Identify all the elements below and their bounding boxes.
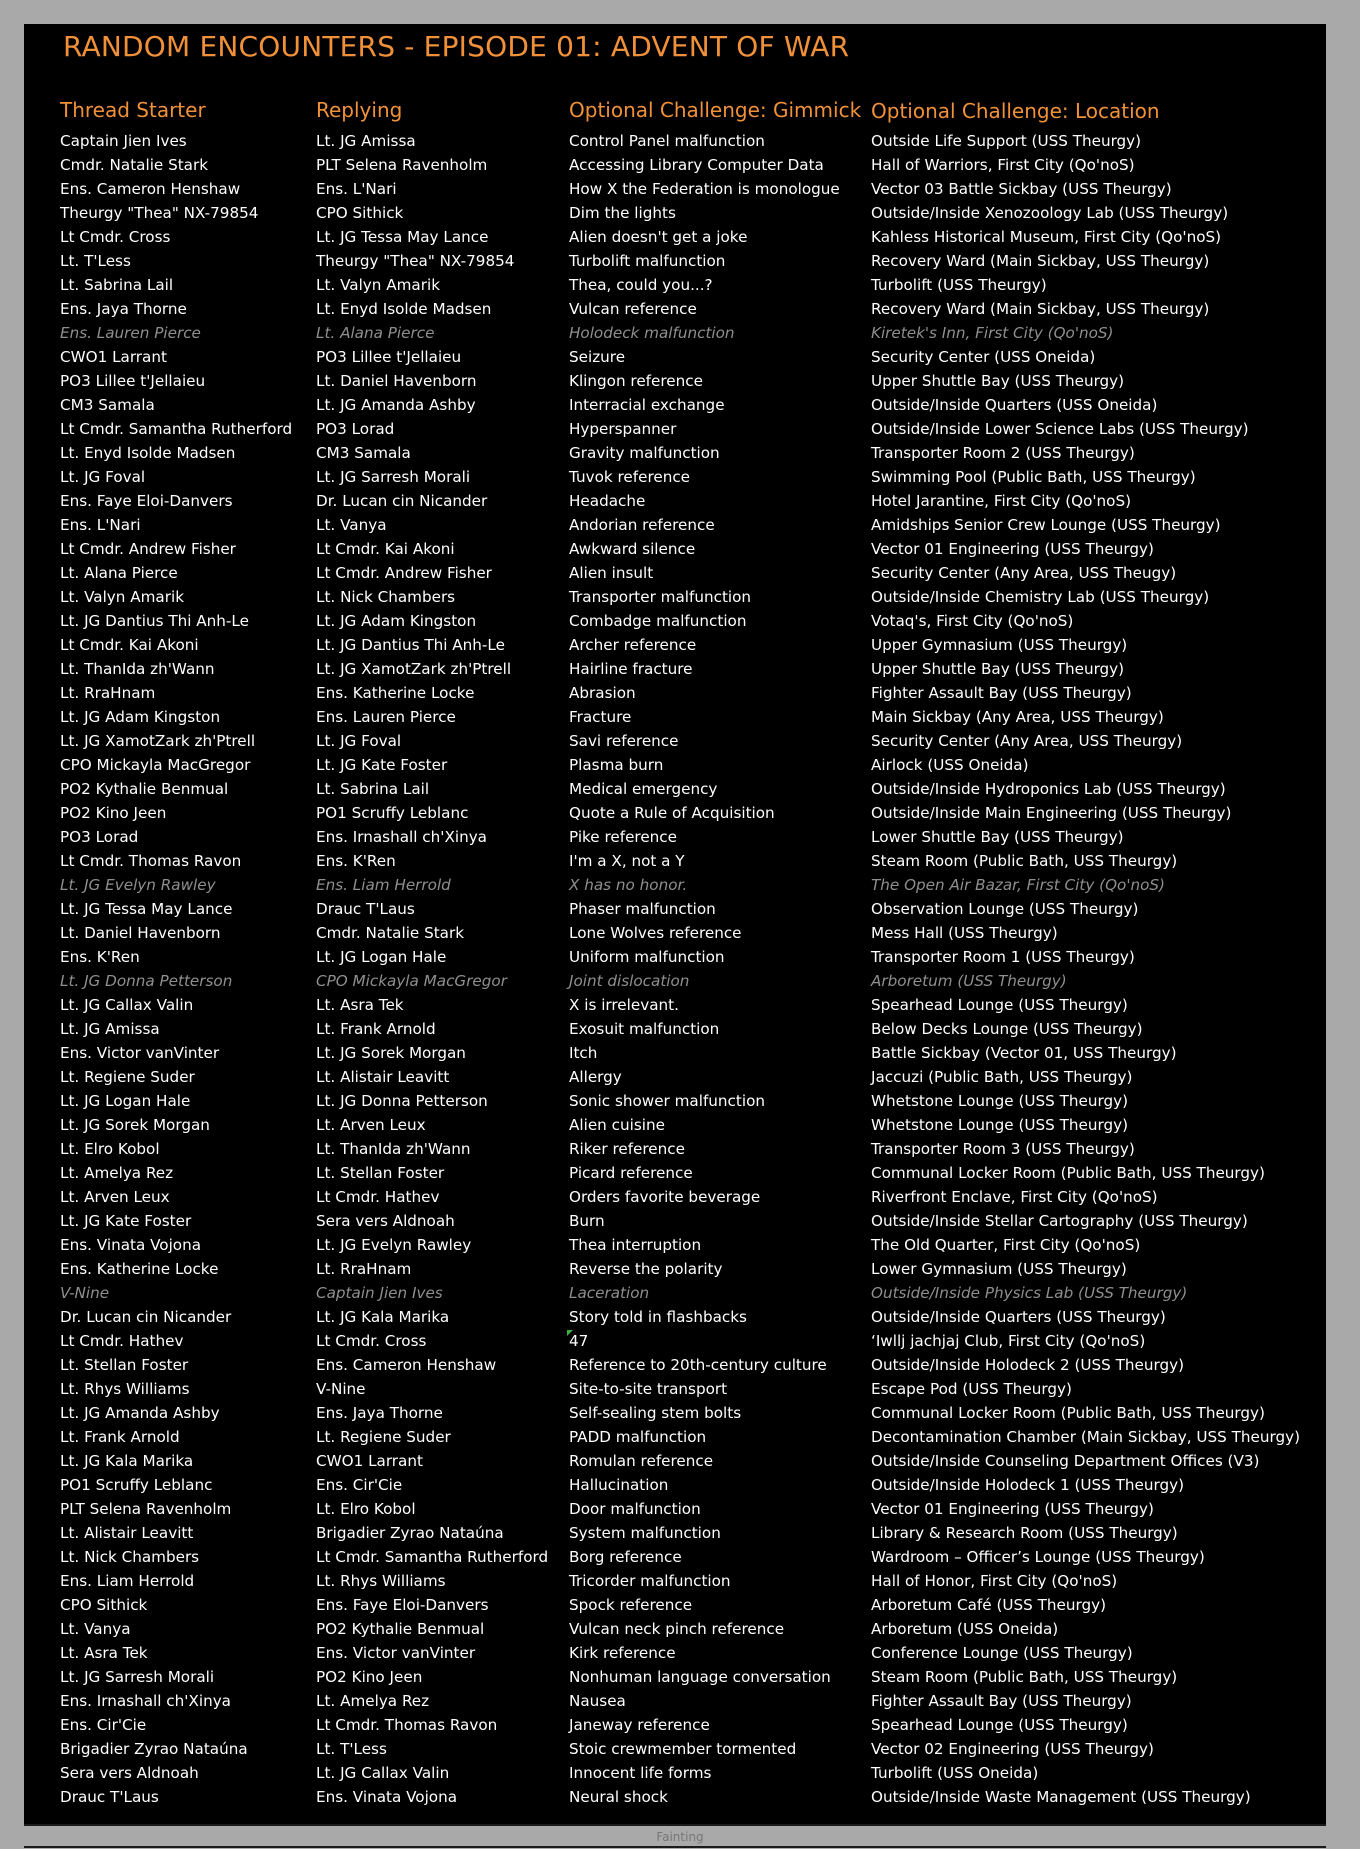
list-item[interactable]: Nonhuman language conversation [569, 1668, 831, 1686]
list-item[interactable]: PO3 Lorad [60, 828, 139, 846]
list-item[interactable]: Romulan reference [569, 1452, 714, 1470]
list-item[interactable]: Outside/Inside Xenozoology Lab (USS Theurgy) [871, 204, 1229, 222]
list-item[interactable]: Lt. JG Donna Petterson [316, 1092, 488, 1110]
list-item[interactable]: Cmdr. Natalie Stark [60, 156, 209, 174]
divider [24, 1824, 1326, 1826]
list-item[interactable]: Vector 03 Battle Sickbay (USS Theurgy) [871, 180, 1172, 198]
list-item[interactable]: Ens. Faye Eloi-Danvers [60, 492, 233, 510]
list-item[interactable]: Pike reference [569, 828, 677, 846]
list-item[interactable]: Fracture [569, 708, 632, 726]
list-item[interactable]: Klingon reference [569, 372, 703, 390]
list-item[interactable]: Ens. Vinata Vojona [316, 1788, 458, 1806]
list-item[interactable]: Lt. JG Foval [316, 732, 402, 750]
list-item[interactable]: Lt. Alana Pierce [60, 564, 178, 582]
list-item[interactable]: Sonic shower malfunction [569, 1092, 765, 1110]
list-item[interactable]: PO3 Lorad [316, 420, 395, 438]
list-item[interactable]: Outside/Inside Counseling Department Offices (V3) [871, 1452, 1260, 1470]
list-item[interactable]: Captain Jien Ives [60, 132, 187, 150]
list-item[interactable]: Ens. Cameron Henshaw [316, 1356, 497, 1374]
list-item[interactable]: Escape Pod (USS Theurgy) [871, 1380, 1072, 1398]
list-item[interactable]: Spock reference [569, 1596, 693, 1614]
list-item[interactable]: Dr. Lucan cin Nicander [60, 1308, 232, 1326]
list-item[interactable]: Lt. JG Kala Marika [316, 1308, 450, 1326]
list-item[interactable]: Recovery Ward (Main Sickbay, USS Theurgy) [871, 300, 1210, 318]
list-item[interactable]: Awkward silence [569, 540, 696, 558]
list-item[interactable]: PO2 Kythalie Benmual [316, 1620, 485, 1638]
list-item[interactable]: Vector 02 Engineering (USS Theurgy) [871, 1740, 1154, 1758]
list-item[interactable]: Holodeck malfunction [569, 324, 735, 342]
list-item[interactable]: Reference to 20th-century culture [569, 1356, 827, 1374]
list-item[interactable]: Lt. JG Sarresh Morali [316, 468, 471, 486]
list-item[interactable]: Story told in flashbacks [569, 1308, 747, 1326]
list-item[interactable]: Neural shock [569, 1788, 668, 1806]
list-item[interactable]: Picard reference [569, 1164, 693, 1182]
list-item[interactable]: Reverse the polarity [569, 1260, 723, 1278]
list-item[interactable]: Laceration [569, 1284, 650, 1302]
list-item[interactable]: Upper Shuttle Bay (USS Theurgy) [871, 372, 1125, 390]
list-item[interactable]: Lt. JG Amissa [60, 1020, 160, 1038]
list-item[interactable]: Lt. Daniel Havenborn [316, 372, 477, 390]
list-item[interactable]: Lower Gymnasium (USS Theurgy) [871, 1260, 1127, 1278]
list-item[interactable]: Lt. JG Adam Kingston [316, 612, 477, 630]
comment-marker-icon [567, 1330, 573, 1336]
column-thread-starter [60, 92, 292, 1809]
list-item[interactable]: Lt Cmdr. Samantha Rutherford [316, 1548, 549, 1566]
list-item[interactable]: Ens. Liam Herrold [316, 876, 451, 894]
list-item[interactable]: Lt. Stellan Foster [60, 1356, 189, 1374]
list-item[interactable]: Lt. Enyd Isolde Madsen [316, 300, 492, 318]
list-item[interactable]: Turbolift (USS Theurgy) [871, 276, 1047, 294]
list-item[interactable]: Lt. Valyn Amarik [60, 588, 184, 606]
list-item[interactable]: Lower Shuttle Bay (USS Theurgy) [871, 828, 1124, 846]
list-item[interactable]: Lt. JG Sorek Morgan [316, 1044, 466, 1062]
spreadsheet-sheet [24, 24, 1326, 1824]
list-item[interactable]: Dr. Lucan cin Nicander [316, 492, 488, 510]
list-item[interactable]: Lt. JG XamotZark zh'Ptrell [60, 732, 256, 750]
list-item[interactable]: Lt Cmdr. Hathev [60, 1332, 184, 1350]
list-item[interactable]: PO2 Kino Jeen [60, 804, 167, 822]
list-item[interactable]: Lt. JG Dantius Thi Anh-Le [60, 612, 249, 630]
list-item[interactable]: Outside/Inside Stellar Cartography (USS Theurgy) [871, 1212, 1248, 1230]
list-item[interactable]: Ens. Jaya Thorne [316, 1404, 443, 1422]
column-replying [316, 92, 548, 1809]
list-item[interactable]: Vector 01 Engineering (USS Theurgy) [871, 1500, 1154, 1518]
list-item[interactable]: CPO Mickayla MacGregor [316, 972, 507, 990]
list-item[interactable]: Lt. JG Evelyn Rawley [60, 876, 216, 894]
list-item[interactable]: Borg reference [569, 1548, 682, 1566]
list-item[interactable]: Lt Cmdr. Andrew Fisher [60, 540, 236, 558]
list-item[interactable]: Steam Room (Public Bath, USS Theurgy) [871, 1668, 1178, 1686]
list-item[interactable]: Lt. Nick Chambers [316, 588, 456, 606]
list-item[interactable]: CWO1 Larrant [316, 1452, 423, 1470]
column-gimmick [569, 92, 861, 1809]
list-item[interactable]: Ens. Vinata Vojona [60, 1236, 202, 1254]
list-item[interactable]: Phaser malfunction [569, 900, 716, 918]
list-item[interactable]: Lt. JG Kala Marika [60, 1452, 194, 1470]
list-item[interactable]: X has no honor. [569, 876, 688, 894]
list-item[interactable]: Swimming Pool (Public Bath, USS Theurgy) [871, 468, 1196, 486]
list-item[interactable]: Airlock (USS Oneida) [871, 756, 1029, 774]
list-item[interactable]: Spearhead Lounge (USS Theurgy) [871, 996, 1128, 1014]
list-item[interactable]: Outside/Inside Hydroponics Lab (USS Theurgy) [871, 780, 1226, 798]
list-item[interactable]: Lt. ThanIda zh'Wann [60, 660, 215, 678]
list-item[interactable]: Transporter Room 3 (USS Theurgy) [871, 1140, 1135, 1158]
list-item[interactable]: Ens. Irnashall ch'Xinya [316, 828, 487, 846]
list-item[interactable]: Lt. JG Evelyn Rawley [316, 1236, 472, 1254]
list-item[interactable]: Lt. Alistair Leavitt [60, 1524, 194, 1542]
list-item[interactable]: Hairline fracture [569, 660, 693, 678]
list-item[interactable]: Ens. Cir'Cie [60, 1716, 147, 1734]
list-item[interactable]: Ens. L'Nari [316, 180, 397, 198]
list-item[interactable]: PLT Selena Ravenholm [316, 156, 488, 174]
column-header: Optional Challenge: Location [871, 99, 1160, 123]
list-item[interactable]: Uniform malfunction [569, 948, 725, 966]
list-item[interactable]: Outside/Inside Physics Lab (USS Theurgy) [871, 1284, 1188, 1302]
list-item[interactable]: Security Center (USS Oneida) [871, 348, 1096, 366]
list-item[interactable]: Lt Cmdr. Kai Akoni [316, 540, 455, 558]
list-item[interactable]: PLT Selena Ravenholm [60, 1500, 232, 1518]
list-item[interactable]: Theurgy "Thea" NX-79854 [316, 252, 515, 270]
list-item[interactable]: Lt Cmdr. Samantha Rutherford [60, 420, 293, 438]
list-item[interactable]: Riverfront Enclave, First City (Qo'noS) [871, 1188, 1158, 1206]
list-item[interactable]: Alien cuisine [569, 1116, 665, 1134]
list-item[interactable]: CPO Mickayla MacGregor [60, 756, 251, 774]
list-item[interactable]: Riker reference [569, 1140, 685, 1158]
list-item[interactable]: Lt. Frank Arnold [60, 1428, 180, 1446]
list-item[interactable]: Tuvok reference [569, 468, 691, 486]
list-item[interactable]: Sera vers Aldnoah [60, 1764, 199, 1782]
list-item[interactable]: Fighter Assault Bay (USS Theurgy) [871, 1692, 1132, 1710]
list-item[interactable]: Mess Hall (USS Theurgy) [871, 924, 1058, 942]
list-item[interactable]: Ens. K'Ren [60, 948, 140, 966]
list-item[interactable]: I'm a X, not a Y [569, 852, 685, 870]
column-header: Replying [316, 98, 403, 122]
list-item[interactable]: PO2 Kino Jeen [316, 1668, 423, 1686]
list-item[interactable]: Orders favorite beverage [569, 1188, 761, 1206]
list-item[interactable]: Lt. Vanya [316, 516, 387, 534]
list-item[interactable]: Captain Jien Ives [316, 1284, 443, 1302]
list-item[interactable]: PO1 Scruffy Leblanc [316, 804, 469, 822]
list-item[interactable]: Lt. Frank Arnold [316, 1020, 436, 1038]
list-item[interactable]: Lt. RraHnam [60, 684, 156, 702]
list-item[interactable]: Lt. JG Amissa [316, 132, 416, 150]
list-item[interactable]: Burn [569, 1212, 605, 1230]
list-item[interactable]: Lt. JG Amanda Ashby [316, 396, 476, 414]
list-item[interactable]: Accessing Library Computer Data [569, 156, 824, 174]
list-item[interactable]: Interracial exchange [569, 396, 725, 414]
list-item[interactable]: Abrasion [569, 684, 636, 702]
list-item[interactable]: Lt Cmdr. Hathev [316, 1188, 440, 1206]
list-item[interactable]: Ens. Victor vanVinter [316, 1644, 476, 1662]
list-item[interactable]: Library & Research Room (USS Theurgy) [871, 1524, 1178, 1542]
list-item[interactable]: Hotel Jarantine, First City (Qo'noS) [871, 492, 1132, 510]
list-item[interactable]: Ens. Lauren Pierce [60, 324, 201, 342]
list-item[interactable]: Whetstone Lounge (USS Theurgy) [871, 1092, 1129, 1110]
list-item[interactable]: Outside/Inside Quarters (USS Oneida) [871, 396, 1158, 414]
list-item[interactable]: Hallucination [569, 1476, 669, 1494]
list-item[interactable]: Outside/Inside Lower Science Labs (USS Theurgy) [871, 420, 1249, 438]
list-item[interactable]: Dim the lights [569, 204, 676, 222]
list-item[interactable]: The Open Air Bazar, First City (Qo'noS) [871, 876, 1165, 894]
list-item[interactable]: Lt. RraHnam [316, 1260, 412, 1278]
list-item[interactable]: CPO Sithick [316, 204, 404, 222]
list-item[interactable]: Lt. JG Sorek Morgan [60, 1116, 210, 1134]
list-item[interactable]: Savi reference [569, 732, 679, 750]
list-item[interactable]: Combadge malfunction [569, 612, 747, 630]
list-item[interactable]: Door malfunction [569, 1500, 701, 1518]
list-item[interactable]: Communal Locker Room (Public Bath, USS Theurgy) [871, 1164, 1265, 1182]
list-item[interactable]: Lt. Alana Pierce [316, 324, 435, 342]
sheet-footer: Fainting [656, 1830, 704, 1844]
list-item[interactable]: Lt. T'Less [316, 1740, 387, 1758]
divider [24, 1846, 1326, 1848]
list-item[interactable]: Ens. Faye Eloi-Danvers [316, 1596, 489, 1614]
list-item[interactable]: Ens. K'Ren [316, 852, 396, 870]
list-item[interactable]: Conference Lounge (USS Theurgy) [871, 1644, 1133, 1662]
list-item[interactable]: Quote a Rule of Acquisition [569, 804, 775, 822]
list-item[interactable]: Below Decks Lounge (USS Theurgy) [871, 1020, 1143, 1038]
list-item[interactable]: Communal Locker Room (Public Bath, USS Theurgy) [871, 1404, 1265, 1422]
list-item[interactable]: Janeway reference [569, 1716, 710, 1734]
list-item[interactable]: Exosuit malfunction [569, 1020, 720, 1038]
list-item[interactable]: Outside Life Support (USS Theurgy) [871, 132, 1142, 150]
list-item[interactable]: Battle Sickbay (Vector 01, USS Theurgy) [871, 1044, 1177, 1062]
list-item[interactable]: Lt. Rhys Williams [60, 1380, 190, 1398]
list-item[interactable]: Transporter Room 2 (USS Theurgy) [871, 444, 1135, 462]
list-item[interactable]: Lt. Elro Kobol [316, 1500, 416, 1518]
list-item[interactable]: Ens. Lauren Pierce [316, 708, 456, 726]
list-item[interactable]: Vulcan neck pinch reference [569, 1620, 785, 1638]
list-item[interactable]: Transporter malfunction [569, 588, 752, 606]
list-item[interactable]: CWO1 Larrant [60, 348, 167, 366]
list-item[interactable]: Turbolift (USS Oneida) [871, 1764, 1039, 1782]
list-item[interactable]: Thea interruption [569, 1236, 702, 1254]
list-item[interactable]: Ens. Liam Herrold [60, 1572, 195, 1590]
list-item[interactable]: Lt. ThanIda zh'Wann [316, 1140, 471, 1158]
list-item[interactable]: Kiretek's Inn, First City (Qo'noS) [871, 324, 1114, 342]
list-item[interactable]: Lt. Regiene Suder [316, 1428, 451, 1446]
list-item[interactable]: Arboretum Café (USS Theurgy) [871, 1596, 1107, 1614]
list-item[interactable]: Transporter Room 1 (USS Theurgy) [871, 948, 1135, 966]
list-item[interactable]: Lt. Regiene Suder [60, 1068, 195, 1086]
list-item[interactable]: Ens. Irnashall ch'Xinya [60, 1692, 231, 1710]
list-item[interactable]: Lt. Sabrina Lail [316, 780, 430, 798]
column-header: Thread Starter [60, 98, 206, 122]
list-item[interactable]: Joint dislocation [569, 972, 690, 990]
list-item[interactable]: PO2 Kythalie Benmual [60, 780, 229, 798]
list-item[interactable]: Jaccuzi (Public Bath, USS Theurgy) [871, 1068, 1133, 1086]
list-item[interactable]: Lt Cmdr. Thomas Ravon [60, 852, 242, 870]
list-item[interactable]: Ens. Cameron Henshaw [60, 180, 241, 198]
list-item[interactable]: Lt. Amelya Rez [60, 1164, 174, 1182]
list-item[interactable]: Whetstone Lounge (USS Theurgy) [871, 1116, 1129, 1134]
list-item[interactable]: Lt. Arven Leux [60, 1188, 170, 1206]
list-item[interactable]: Ens. Jaya Thorne [60, 300, 187, 318]
list-item[interactable]: Outside/Inside Main Engineering (USS Theurgy) [871, 804, 1232, 822]
list-item[interactable]: Lt. Arven Leux [316, 1116, 426, 1134]
list-item[interactable]: Lt. Daniel Havenborn [60, 924, 221, 942]
list-item[interactable]: Amidships Senior Crew Lounge (USS Theurgy) [871, 516, 1221, 534]
list-item[interactable]: Fighter Assault Bay (USS Theurgy) [871, 684, 1132, 702]
list-item[interactable]: Outside/Inside Waste Management (USS Theurgy) [871, 1788, 1251, 1806]
list-item[interactable]: Headache [569, 492, 646, 510]
list-item[interactable]: Lone Wolves reference [569, 924, 742, 942]
list-item[interactable]: Vector 01 Engineering (USS Theurgy) [871, 540, 1154, 558]
list-item[interactable]: Vulcan reference [569, 300, 697, 318]
list-item[interactable]: Lt. JG Sarresh Morali [60, 1668, 215, 1686]
list-item[interactable]: Nausea [569, 1692, 626, 1710]
list-item[interactable]: PADD malfunction [569, 1428, 707, 1446]
list-item[interactable]: Lt. JG Tessa May Lance [60, 900, 233, 918]
list-item[interactable]: V-Nine [60, 1284, 110, 1302]
list-item[interactable]: Upper Gymnasium (USS Theurgy) [871, 636, 1128, 654]
list-item[interactable]: Security Center (Any Area, USS Theurgy) [871, 732, 1183, 750]
list-item[interactable]: Drauc T'Laus [60, 1788, 159, 1806]
list-item[interactable]: Lt. JG Callax Valin [60, 996, 194, 1014]
list-item[interactable]: X is irrelevant. [569, 996, 679, 1014]
list-item[interactable]: Votaq's, First City (Qo'noS) [871, 612, 1074, 630]
list-item[interactable]: PO3 Lillee t'Jellaieu [316, 348, 462, 366]
list-item[interactable]: Lt. Asra Tek [316, 996, 404, 1014]
list-item[interactable]: Outside/Inside Holodeck 1 (USS Theurgy) [871, 1476, 1185, 1494]
list-item[interactable]: Kahless Historical Museum, First City (Qo'noS) [871, 228, 1222, 246]
list-item[interactable]: Drauc T'Laus [316, 900, 415, 918]
list-item[interactable]: ‘Iwllj jachjaj Club, First City (Qo'noS) [871, 1332, 1146, 1350]
list-item[interactable]: Plasma burn [569, 756, 664, 774]
column-header: Optional Challenge: Gimmick [569, 98, 862, 122]
list-item[interactable]: Lt. JG Foval [60, 468, 146, 486]
list-item[interactable]: Main Sickbay (Any Area, USS Theurgy) [871, 708, 1164, 726]
list-item[interactable]: Theurgy "Thea" NX-79854 [60, 204, 259, 222]
list-item[interactable]: Lt. JG Tessa May Lance [316, 228, 489, 246]
list-item[interactable]: Gravity malfunction [569, 444, 720, 462]
list-item[interactable]: Arboretum (USS Theurgy) [871, 972, 1067, 990]
list-item[interactable]: Lt. Stellan Foster [316, 1164, 445, 1182]
list-item[interactable]: Lt. Alistair Leavitt [316, 1068, 450, 1086]
list-item[interactable]: How X the Federation is monologue [569, 180, 840, 198]
list-item[interactable]: Outside/Inside Chemistry Lab (USS Theurgy) [871, 588, 1210, 606]
list-item[interactable]: Lt. JG Kate Foster [60, 1212, 192, 1230]
list-item[interactable]: Lt. JG Amanda Ashby [60, 1404, 220, 1422]
column-location [871, 92, 1300, 1809]
list-item[interactable]: Cmdr. Natalie Stark [316, 924, 465, 942]
list-item[interactable]: Brigadier Zyrao Nataúna [60, 1740, 248, 1758]
list-item[interactable]: Ens. Cir'Cie [316, 1476, 403, 1494]
list-item[interactable]: Control Panel malfunction [569, 132, 765, 150]
list-item[interactable]: Lt. JG Adam Kingston [60, 708, 221, 726]
list-item[interactable]: Outside/Inside Holodeck 2 (USS Theurgy) [871, 1356, 1185, 1374]
list-item[interactable]: Lt. Valyn Amarik [316, 276, 440, 294]
list-item[interactable]: Andorian reference [569, 516, 715, 534]
list-item[interactable]: Medical emergency [569, 780, 718, 798]
list-item[interactable]: Allergy [569, 1068, 622, 1086]
list-item[interactable]: Security Center (Any Area, USS Theugy) [871, 564, 1177, 582]
list-item[interactable]: Lt Cmdr. Andrew Fisher [316, 564, 492, 582]
list-item[interactable]: Arboretum (USS Oneida) [871, 1620, 1059, 1638]
list-item[interactable]: Alien doesn't get a joke [569, 228, 748, 246]
list-item[interactable]: Lt. Enyd Isolde Madsen [60, 444, 236, 462]
list-item[interactable]: Lt. JG Donna Petterson [60, 972, 233, 990]
list-item[interactable]: Lt. Amelya Rez [316, 1692, 430, 1710]
list-item[interactable]: Site-to-site transport [569, 1380, 728, 1398]
list-item[interactable]: Steam Room (Public Bath, USS Theurgy) [871, 852, 1178, 870]
list-item[interactable]: Ens. Victor vanVinter [60, 1044, 220, 1062]
list-item[interactable]: 47 [569, 1332, 589, 1350]
list-item[interactable]: Hyperspanner [569, 420, 677, 438]
list-item[interactable]: CPO Sithick [60, 1596, 148, 1614]
list-item[interactable]: Lt. JG Logan Hale [60, 1092, 191, 1110]
list-item[interactable]: Spearhead Lounge (USS Theurgy) [871, 1716, 1128, 1734]
list-item[interactable]: Lt Cmdr. Kai Akoni [60, 636, 199, 654]
list-item[interactable]: CM3 Samala [316, 444, 411, 462]
list-item[interactable]: Outside/Inside Quarters (USS Theurgy) [871, 1308, 1166, 1326]
list-item[interactable]: Self-sealing stem bolts [569, 1404, 742, 1422]
list-item[interactable]: Lt. T'Less [60, 252, 131, 270]
list-item[interactable]: Alien insult [569, 564, 654, 582]
list-item[interactable]: Lt Cmdr. Cross [316, 1332, 427, 1350]
list-item[interactable]: Thea, could you...? [569, 276, 713, 294]
list-item[interactable]: Sera vers Aldnoah [316, 1212, 455, 1230]
page-title: RANDOM ENCOUNTERS - EPISODE 01: ADVENT OF WAR [63, 30, 850, 63]
list-item[interactable]: The Old Quarter, First City (Qo'noS) [871, 1236, 1141, 1254]
list-item[interactable]: Lt. Elro Kobol [60, 1140, 160, 1158]
list-item[interactable]: Seizure [569, 348, 626, 366]
list-item[interactable]: Lt. JG Logan Hale [316, 948, 447, 966]
list-item[interactable]: Lt Cmdr. Cross [60, 228, 171, 246]
list-item[interactable]: Ens. Katherine Locke [60, 1260, 219, 1278]
list-item[interactable]: Lt Cmdr. Thomas Ravon [316, 1716, 498, 1734]
list-item[interactable]: CM3 Samala [60, 396, 155, 414]
list-item[interactable]: Lt. JG Dantius Thi Anh-Le [316, 636, 505, 654]
list-item[interactable]: Hall of Honor, First City (Qo'noS) [871, 1572, 1118, 1590]
list-item[interactable]: Brigadier Zyrao Nataúna [316, 1524, 504, 1542]
list-item[interactable]: Itch [569, 1044, 598, 1062]
list-item[interactable]: Lt. Vanya [60, 1620, 131, 1638]
list-item[interactable]: Observation Lounge (USS Theurgy) [871, 900, 1139, 918]
list-item[interactable]: System malfunction [569, 1524, 721, 1542]
list-item[interactable]: Lt. Nick Chambers [60, 1548, 200, 1566]
list-item[interactable]: Lt. JG XamotZark zh'Ptrell [316, 660, 512, 678]
list-item[interactable]: Innocent life forms [569, 1764, 712, 1782]
list-item[interactable]: Kirk reference [569, 1644, 676, 1662]
list-item[interactable]: V-Nine [316, 1380, 366, 1398]
list-item[interactable]: PO1 Scruffy Leblanc [60, 1476, 213, 1494]
list-item[interactable]: Lt. JG Callax Valin [316, 1764, 450, 1782]
list-item[interactable]: Stoic crewmember tormented [569, 1740, 797, 1758]
list-item[interactable]: Lt. Sabrina Lail [60, 276, 174, 294]
list-item[interactable]: Lt. JG Kate Foster [316, 756, 448, 774]
list-item[interactable]: PO3 Lillee t'Jellaieu [60, 372, 206, 390]
list-item[interactable]: Wardroom – Officer’s Lounge (USS Theurgy) [871, 1548, 1205, 1566]
list-item[interactable]: Ens. L'Nari [60, 516, 141, 534]
list-item[interactable]: Archer reference [569, 636, 697, 654]
list-item[interactable]: Recovery Ward (Main Sickbay, USS Theurgy) [871, 252, 1210, 270]
list-item[interactable]: Tricorder malfunction [569, 1572, 731, 1590]
list-item[interactable]: Turbolift malfunction [569, 252, 726, 270]
list-item[interactable]: Lt. Rhys Williams [316, 1572, 446, 1590]
list-item[interactable]: Decontamination Chamber (Main Sickbay, USS Theurgy) [871, 1428, 1301, 1446]
list-item[interactable]: Lt. Asra Tek [60, 1644, 148, 1662]
list-item[interactable]: Hall of Warriors, First City (Qo'noS) [871, 156, 1135, 174]
list-item[interactable]: Ens. Katherine Locke [316, 684, 475, 702]
list-item[interactable]: Upper Shuttle Bay (USS Theurgy) [871, 660, 1125, 678]
